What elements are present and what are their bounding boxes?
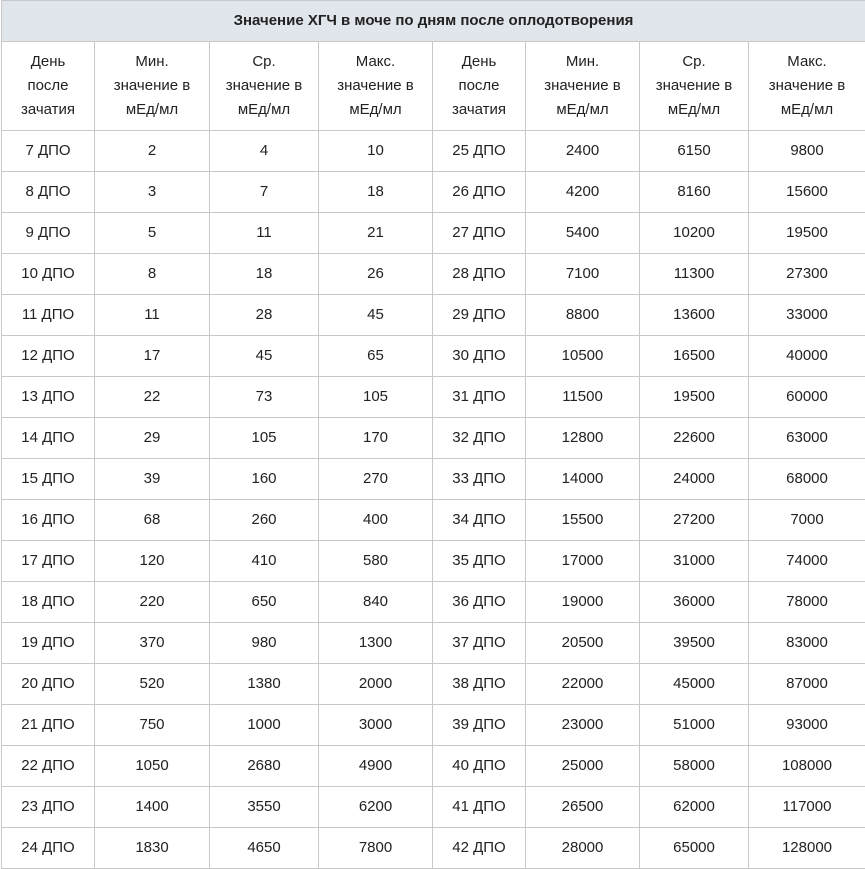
column-header-line: День <box>435 50 523 74</box>
table-row <box>2 705 865 746</box>
table-cell-avg: 7 <box>210 172 319 213</box>
column-header-max <box>749 42 865 131</box>
table-cell-avg: 2680 <box>210 746 319 787</box>
table-cell-min: 14000 <box>526 459 640 500</box>
table-cell-avg: 6150 <box>640 131 749 172</box>
column-header-line: после <box>4 74 92 98</box>
table-cell-min: 11500 <box>526 377 640 418</box>
column-header-line: значение в <box>751 74 863 98</box>
column-header-line: мЕд/мл <box>97 98 207 122</box>
table-cell-max: 2000 <box>319 664 433 705</box>
table-cell-day: 33 ДПО <box>433 459 526 500</box>
table-cell-max: 170 <box>319 418 433 459</box>
table-title-row <box>2 1 865 42</box>
table-row <box>2 295 865 336</box>
table-row <box>2 582 865 623</box>
table-cell-min: 39 <box>95 459 210 500</box>
table-cell-min: 28000 <box>526 828 640 869</box>
table-cell-min: 5400 <box>526 213 640 254</box>
table-body <box>2 131 865 869</box>
table-cell-max: 65 <box>319 336 433 377</box>
table-cell-day: 19 ДПО <box>2 623 95 664</box>
table-cell-day: 36 ДПО <box>433 582 526 623</box>
table-cell-min: 1830 <box>95 828 210 869</box>
table-cell-day: 28 ДПО <box>433 254 526 295</box>
table-cell-day: 29 ДПО <box>433 295 526 336</box>
table-cell-max: 108000 <box>749 746 865 787</box>
column-header-line: значение в <box>97 74 207 98</box>
table-cell-max: 7800 <box>319 828 433 869</box>
column-header-line: значение в <box>642 74 746 98</box>
table-cell-day: 30 ДПО <box>433 336 526 377</box>
column-header-line: Макс. <box>751 50 863 74</box>
column-header-min <box>95 42 210 131</box>
table-cell-max: 19500 <box>749 213 865 254</box>
table-row <box>2 500 865 541</box>
table-cell-avg: 28 <box>210 295 319 336</box>
table-row <box>2 336 865 377</box>
column-header-line: Ср. <box>212 50 316 74</box>
table-cell-min: 15500 <box>526 500 640 541</box>
table-cell-min: 5 <box>95 213 210 254</box>
table-row <box>2 213 865 254</box>
table-cell-min: 22 <box>95 377 210 418</box>
table-cell-avg: 105 <box>210 418 319 459</box>
table-row <box>2 623 865 664</box>
table-cell-min: 10500 <box>526 336 640 377</box>
table-cell-max: 10 <box>319 131 433 172</box>
table-cell-avg: 1000 <box>210 705 319 746</box>
table-cell-day: 25 ДПО <box>433 131 526 172</box>
column-header-line: Мин. <box>528 50 637 74</box>
table-cell-max: 33000 <box>749 295 865 336</box>
table-cell-min: 120 <box>95 541 210 582</box>
table-cell-max: 63000 <box>749 418 865 459</box>
table-row <box>2 746 865 787</box>
table-cell-day: 37 ДПО <box>433 623 526 664</box>
table-cell-max: 840 <box>319 582 433 623</box>
table-cell-max: 60000 <box>749 377 865 418</box>
table-cell-avg: 3550 <box>210 787 319 828</box>
column-header-line: мЕд/мл <box>528 98 637 122</box>
table-row <box>2 664 865 705</box>
column-header-line: значение в <box>321 74 430 98</box>
table-cell-min: 370 <box>95 623 210 664</box>
table-cell-max: 15600 <box>749 172 865 213</box>
table-cell-day: 42 ДПО <box>433 828 526 869</box>
table-cell-avg: 650 <box>210 582 319 623</box>
table-cell-avg: 4650 <box>210 828 319 869</box>
table-cell-min: 750 <box>95 705 210 746</box>
column-header-avg <box>640 42 749 131</box>
table-cell-day: 26 ДПО <box>433 172 526 213</box>
table-cell-min: 25000 <box>526 746 640 787</box>
table-cell-avg: 16500 <box>640 336 749 377</box>
table-cell-min: 12800 <box>526 418 640 459</box>
table-cell-max: 21 <box>319 213 433 254</box>
table-cell-min: 22000 <box>526 664 640 705</box>
table-row <box>2 172 865 213</box>
table-cell-avg: 8160 <box>640 172 749 213</box>
column-header-line: мЕд/мл <box>642 98 746 122</box>
table-cell-avg: 65000 <box>640 828 749 869</box>
table-cell-avg: 18 <box>210 254 319 295</box>
table-cell-max: 400 <box>319 500 433 541</box>
column-header-min <box>526 42 640 131</box>
table-cell-max: 3000 <box>319 705 433 746</box>
table-cell-min: 2 <box>95 131 210 172</box>
table-cell-day: 7 ДПО <box>2 131 95 172</box>
table-cell-day: 32 ДПО <box>433 418 526 459</box>
table-row <box>2 828 865 869</box>
table-cell-day: 12 ДПО <box>2 336 95 377</box>
table-cell-day: 9 ДПО <box>2 213 95 254</box>
table-cell-day: 14 ДПО <box>2 418 95 459</box>
table-cell-max: 128000 <box>749 828 865 869</box>
table-cell-avg: 160 <box>210 459 319 500</box>
table-cell-max: 6200 <box>319 787 433 828</box>
table-cell-day: 20 ДПО <box>2 664 95 705</box>
table-cell-avg: 11300 <box>640 254 749 295</box>
table-cell-avg: 24000 <box>640 459 749 500</box>
table-cell-avg: 22600 <box>640 418 749 459</box>
table-cell-avg: 260 <box>210 500 319 541</box>
table-cell-avg: 36000 <box>640 582 749 623</box>
table-cell-max: 78000 <box>749 582 865 623</box>
table-cell-avg: 31000 <box>640 541 749 582</box>
column-header-avg <box>210 42 319 131</box>
table-cell-day: 24 ДПО <box>2 828 95 869</box>
table-row <box>2 377 865 418</box>
table-cell-min: 220 <box>95 582 210 623</box>
table-cell-min: 1400 <box>95 787 210 828</box>
table-cell-day: 23 ДПО <box>2 787 95 828</box>
column-header-line: после <box>435 74 523 98</box>
table-cell-day: 13 ДПО <box>2 377 95 418</box>
table-cell-max: 9800 <box>749 131 865 172</box>
column-header-line: значение в <box>528 74 637 98</box>
table-cell-min: 8 <box>95 254 210 295</box>
column-header-day <box>433 42 526 131</box>
table-cell-max: 105 <box>319 377 433 418</box>
column-header-line: Мин. <box>97 50 207 74</box>
table-cell-min: 17000 <box>526 541 640 582</box>
table-cell-avg: 73 <box>210 377 319 418</box>
column-header-line: День <box>4 50 92 74</box>
column-header-line: значение в <box>212 74 316 98</box>
table-cell-max: 4900 <box>319 746 433 787</box>
table-cell-min: 29 <box>95 418 210 459</box>
table-cell-min: 8800 <box>526 295 640 336</box>
table-row <box>2 459 865 500</box>
column-header-line: мЕд/мл <box>321 98 430 122</box>
table-cell-max: 40000 <box>749 336 865 377</box>
table-cell-max: 45 <box>319 295 433 336</box>
table-cell-min: 23000 <box>526 705 640 746</box>
table-cell-min: 17 <box>95 336 210 377</box>
table-cell-avg: 11 <box>210 213 319 254</box>
table-cell-day: 10 ДПО <box>2 254 95 295</box>
table-cell-avg: 45 <box>210 336 319 377</box>
table-cell-day: 21 ДПО <box>2 705 95 746</box>
table-cell-day: 8 ДПО <box>2 172 95 213</box>
table-cell-max: 270 <box>319 459 433 500</box>
table-cell-day: 17 ДПО <box>2 541 95 582</box>
table-cell-day: 18 ДПО <box>2 582 95 623</box>
column-header-day <box>2 42 95 131</box>
table-cell-avg: 980 <box>210 623 319 664</box>
table-row <box>2 131 865 172</box>
column-header-max <box>319 42 433 131</box>
table-cell-day: 16 ДПО <box>2 500 95 541</box>
table-cell-min: 19000 <box>526 582 640 623</box>
table-cell-avg: 410 <box>210 541 319 582</box>
table-cell-avg: 1380 <box>210 664 319 705</box>
column-header-line: зачатия <box>435 98 523 122</box>
table-cell-max: 117000 <box>749 787 865 828</box>
column-header-line: зачатия <box>4 98 92 122</box>
table-cell-min: 68 <box>95 500 210 541</box>
column-header-line: мЕд/мл <box>212 98 316 122</box>
hcg-table <box>1 0 865 869</box>
table-cell-min: 2400 <box>526 131 640 172</box>
table-cell-max: 87000 <box>749 664 865 705</box>
table-cell-day: 27 ДПО <box>433 213 526 254</box>
table-header-row <box>2 42 865 131</box>
table-cell-day: 39 ДПО <box>433 705 526 746</box>
table-cell-min: 1050 <box>95 746 210 787</box>
table-cell-avg: 45000 <box>640 664 749 705</box>
table-cell-min: 520 <box>95 664 210 705</box>
column-header-line: Макс. <box>321 50 430 74</box>
table-cell-max: 1300 <box>319 623 433 664</box>
table-cell-max: 74000 <box>749 541 865 582</box>
table-cell-avg: 51000 <box>640 705 749 746</box>
table-cell-avg: 27200 <box>640 500 749 541</box>
table-row <box>2 787 865 828</box>
table-cell-max: 27300 <box>749 254 865 295</box>
table-cell-avg: 19500 <box>640 377 749 418</box>
table-cell-avg: 62000 <box>640 787 749 828</box>
table-cell-max: 26 <box>319 254 433 295</box>
table-cell-max: 18 <box>319 172 433 213</box>
table-cell-max: 7000 <box>749 500 865 541</box>
table-cell-max: 68000 <box>749 459 865 500</box>
table-cell-min: 4200 <box>526 172 640 213</box>
table-cell-min: 3 <box>95 172 210 213</box>
table-cell-min: 26500 <box>526 787 640 828</box>
table-cell-avg: 4 <box>210 131 319 172</box>
table-cell-min: 11 <box>95 295 210 336</box>
column-header-line: Ср. <box>642 50 746 74</box>
table-cell-day: 11 ДПО <box>2 295 95 336</box>
table-cell-avg: 39500 <box>640 623 749 664</box>
table-cell-max: 580 <box>319 541 433 582</box>
table-row <box>2 541 865 582</box>
table-row <box>2 254 865 295</box>
table-cell-day: 31 ДПО <box>433 377 526 418</box>
column-header-line: мЕд/мл <box>751 98 863 122</box>
table-row <box>2 418 865 459</box>
table-title: Значение ХГЧ в моче по дням после оплодотворения <box>2 1 865 42</box>
table-cell-day: 38 ДПО <box>433 664 526 705</box>
table-cell-day: 35 ДПО <box>433 541 526 582</box>
table-cell-max: 93000 <box>749 705 865 746</box>
table-cell-avg: 13600 <box>640 295 749 336</box>
table-cell-day: 15 ДПО <box>2 459 95 500</box>
table-cell-min: 7100 <box>526 254 640 295</box>
table-cell-avg: 10200 <box>640 213 749 254</box>
table-cell-max: 83000 <box>749 623 865 664</box>
table-cell-day: 22 ДПО <box>2 746 95 787</box>
table-cell-day: 40 ДПО <box>433 746 526 787</box>
table-cell-day: 41 ДПО <box>433 787 526 828</box>
table-cell-avg: 58000 <box>640 746 749 787</box>
table-cell-min: 20500 <box>526 623 640 664</box>
table-cell-day: 34 ДПО <box>433 500 526 541</box>
